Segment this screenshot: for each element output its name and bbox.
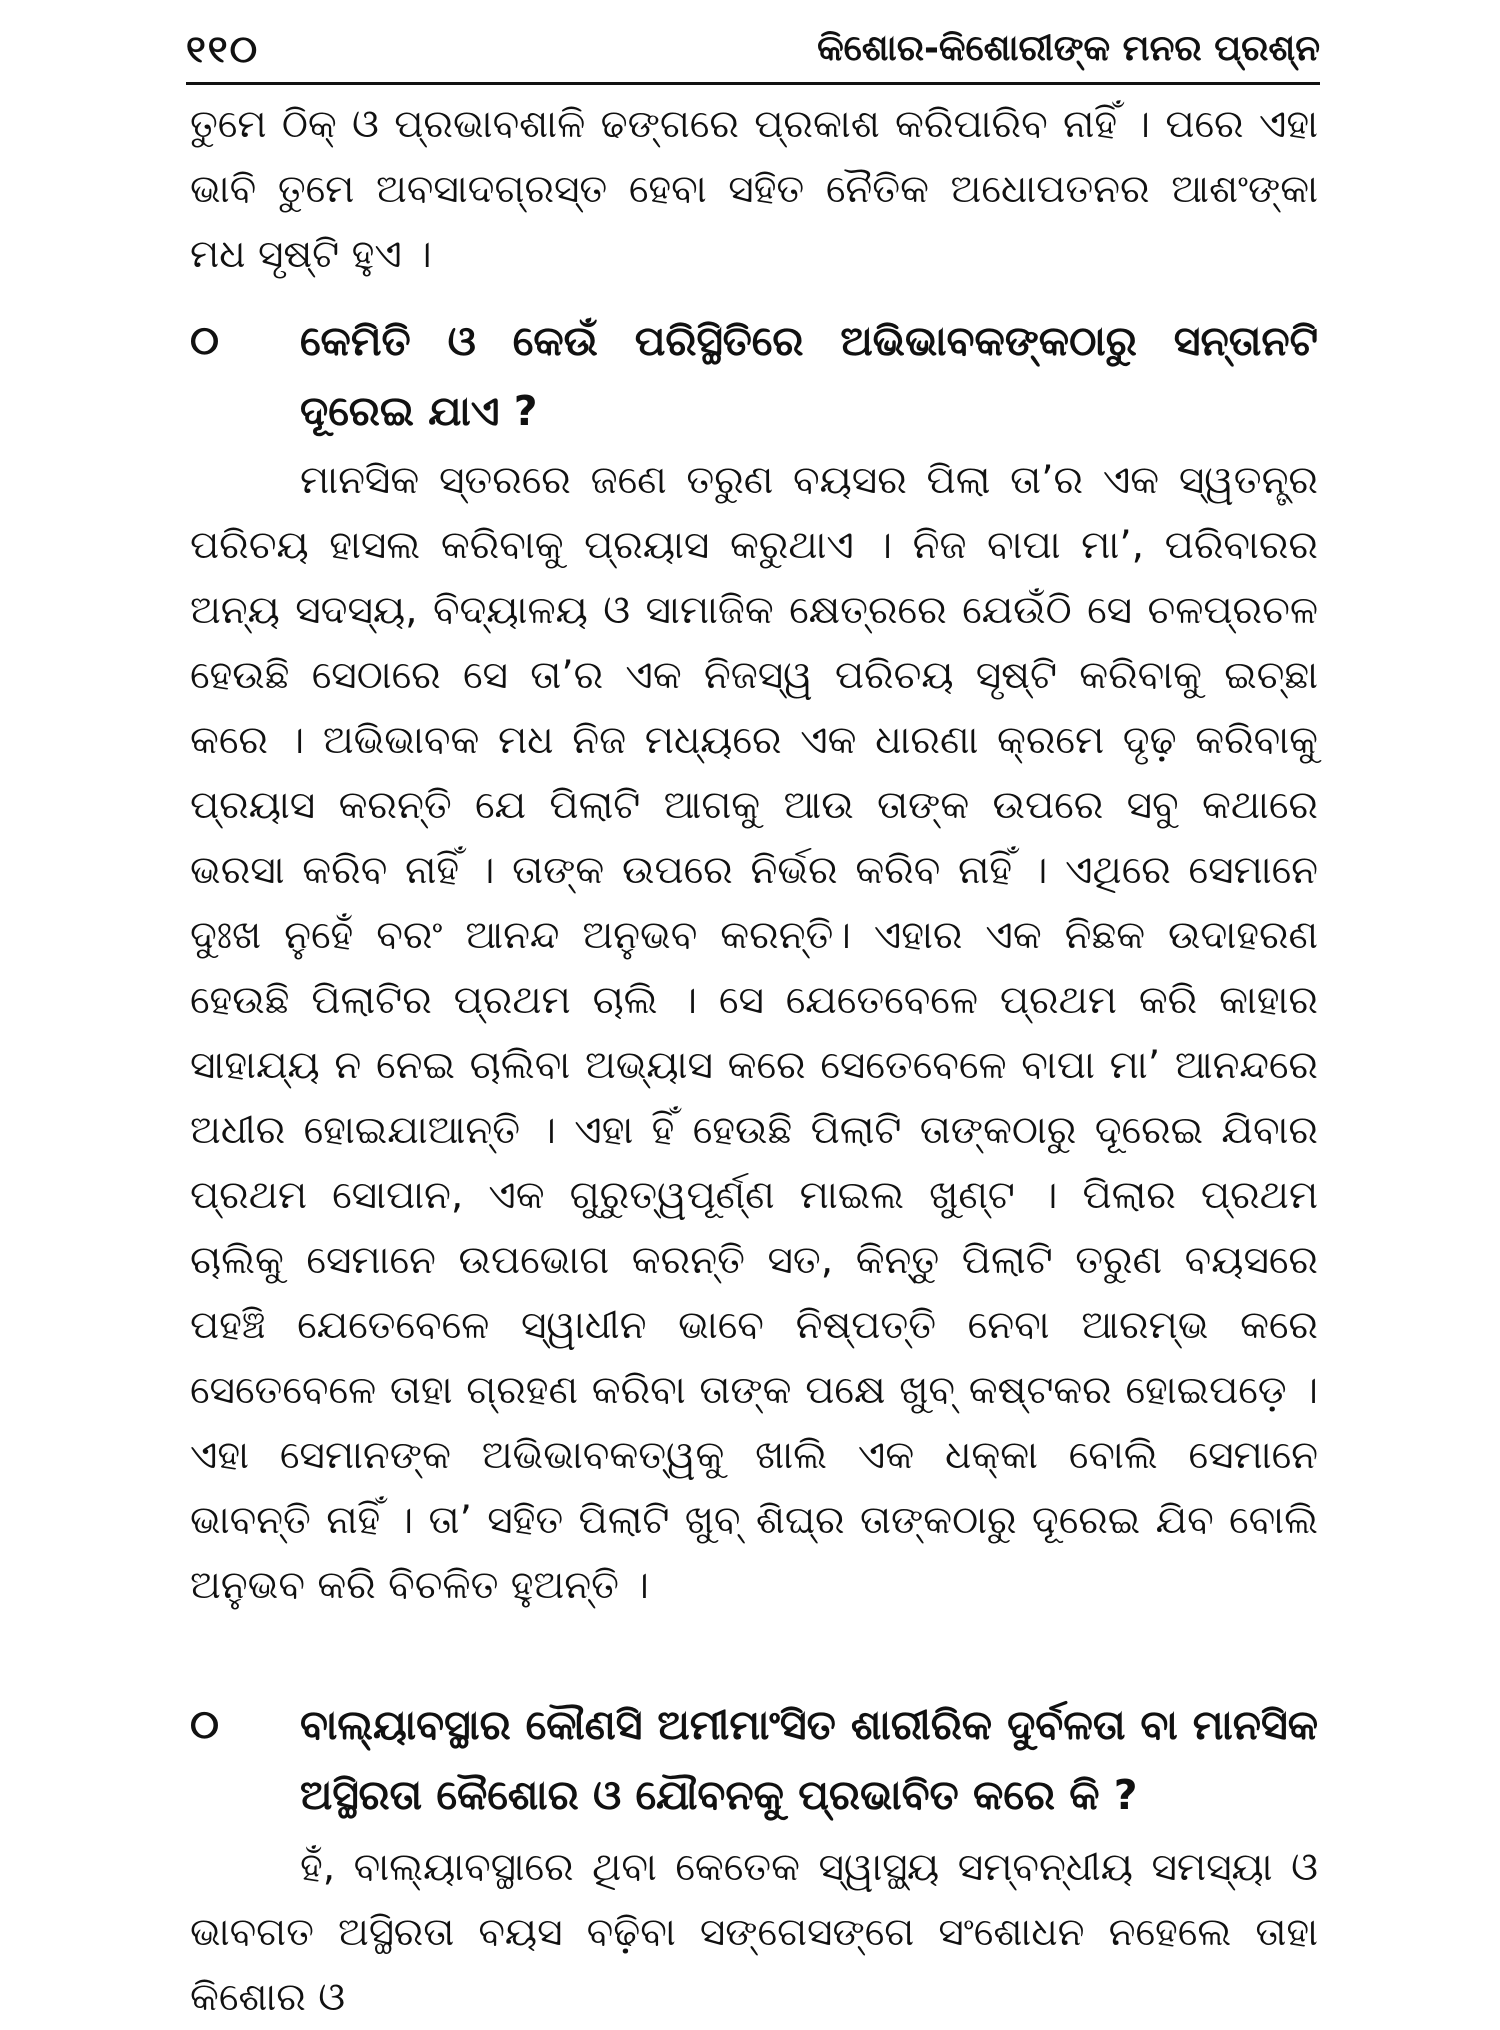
question-1 [190,306,1318,446]
intro-paragraph: ତୁମେ ଠିକ୍ ଓ ପ୍ରଭାବଶାଳି ଢଙ୍ଗରେ ପ୍ରକାଶ କରିପାରିବ ନାହିଁ । ପରେ ଏହା ଭାବି ତୁମେ ଅବସାଦଗ୍ରସ୍ତ ହେବା ସହିତ ନୈତିକ ଅଧୋପତନର ଆଶଂଙ୍କା ମଧ ସୃଷ୍ଟି ହୁଏ । [190,102,1318,277]
answer-1-paragraph: ମାନସିକ ସ୍ତରରେ ଜଣେ ତରୁଣ ବୟସର ପିଲା ତା’ର ଏକ ସ୍ୱତନ୍ତ୍ର ପରିଚୟ ହାସଲ କରିବାକୁ ପ୍ରୟାସ କରୁଥାଏ । ନିଜ ବାପା ମା’, ପରିବାରର ଅନ୍ୟ ସଦସ୍ୟ, ବିଦ୍ୟାଳୟ ଓ ସାମାଜିକ କ୍ଷେତ୍ରରେ ଯେଉଁଠି ସେ ଚଳପ୍ରଚଳ ହେଉଛି ସେଠାରେ ସେ ତା’ର ଏକ ନିଜସ୍ୱ ପରିଚୟ ସୃଷ୍ଟି କରିବାକୁ ଇଚ୍ଛା କରେ । ଅଭିଭାବକ ମଧ ନିଜ ମଧ୍ୟରେ ଏକ ଧାରଣା କ୍ରମେ ଦୃଢ଼ କରିବାକୁ ପ୍ରୟାସ କରନ୍ତି ଯେ ପିଲାଟି ଆଗକୁ ଆଉ ତାଙ୍କ ଉପରେ ସବୁ କଥାରେ ଭରସା କରିବ ନାହିଁ । ତାଙ୍କ ଉପରେ ନିର୍ଭର କରିବ ନାହିଁ । ଏଥିରେ ସେମାନେ ଦୁଃଖ ନୁହେଁ ବରଂ ଆନନ୍ଦ ଅନୁଭବ କରନ୍ତି। ଏହାର ଏକ ନିଛକ ଉଦାହରଣ ହେଉଛି ପିଲାଟିର ପ୍ରଥମ ଚାଲି । ସେ ଯେତେବେଳେ ପ୍ରଥମ କରି କାହାର ସାହାଯ୍ୟ ନ ନେଇ ଚାଲିବା ଅଭ୍ୟାସ କରେ ସେତେବେଳେ ବାପା ମା’ ଆନନ୍ଦରେ ଅଧୀର ହୋଇଯାଆନ୍ତି । ଏହା ହିଁ ହେଉଛି ପିଲାଟି ତାଙ୍କଠାରୁ ଦୂରେଇ ଯିବାର ପ୍ରଥମ ସୋପାନ, ଏକ ଗୁରୁତ୍ୱପୂର୍ଣ୍ଣ ମାଇଲ ଖୁଣ୍ଟ । ପିଲାର ପ୍ରଥମ ଚାଲିକୁ ସେମାନେ ଉପଭୋଗ କରନ୍ତି ସତ, କିନ୍ତୁ ପିଲାଟି ତରୁଣ ବୟସରେ ପହଞ୍ଚି ଯେତେବେଳେ ସ୍ୱାଧୀନ ଭାବେ ନିଷ୍ପତ୍ତି ନେବା ଆରମ୍ଭ କରେ ସେତେବେଳେ ତାହା ଗ୍ରହଣ କରିବା ତାଙ୍କ ପକ୍ଷେ ଖୁବ୍ କଷ୍ଟକର ହୋଇପଡ଼େ । ଏହା ସେମାନଙ୍କ ଅଭିଭାବକତ୍ୱକୁ ଖାଲି ଏକ ଧକ୍କା ବୋଲି ସେମାନେ ଭାବନ୍ତି ନାହିଁ । ତା’ ସହିତ ପିଲାଟି ଖୁବ୍ ଶିଘ୍ର ତାଙ୍କଠାରୁ ଦୂରେଇ ଯିବ ବୋଲି ଅନୁଭବ କରି ବିଚଳିତ ହୁଅନ୍ତି । [190,458,1318,1608]
question-marker: ୦ [190,1702,219,1748]
question-marker: ୦ [190,318,219,364]
page-header [186,18,1320,80]
page-number: ୧୧୦ [186,26,260,71]
question-2-text: ବାଲ୍ୟାବସ୍ଥାର କୌଣସି ଅମୀମାଂସିତ ଶାରୀରିକ ଦୁର୍ବଳତା ବା ମାନସିକ ଅସ୍ଥିରତା କୈଶୋର ଓ ଯୌବନକୁ ପ୍ରଭାବିତ କରେ କି ? [300,1701,1318,1819]
answer-2-paragraph: ହଁ, ବାଲ୍ୟାବସ୍ଥାରେ ଥିବା କେତେକ ସ୍ୱାସ୍ଥ୍ୟ ସମ୍ବନ୍ଧୀୟ ସମସ୍ୟା ଓ ଭାବଗତ ଅସ୍ଥିରତା ବୟସ ବଢ଼ିବା ସଙ୍ଗେସଙ୍ଗେ ସଂଶୋଧନ ନହେଲେ ତାହା କିଶୋର ଓ [190,1845,1318,2020]
question-2 [190,1690,1318,1830]
question-1-text: କେମିତି ଓ କେଉଁ ପରିସ୍ଥିତିରେ ଅଭିଭାବକଙ୍କଠାରୁ ସନ୍ତାନଟି ଦୂରେଇ ଯାଏ ? [300,317,1318,435]
header-rule [186,82,1320,85]
running-title: କିଶୋର-କିଶୋରୀଙ୍କ ମନର ପ୍ରଶ୍ନ [817,28,1320,69]
